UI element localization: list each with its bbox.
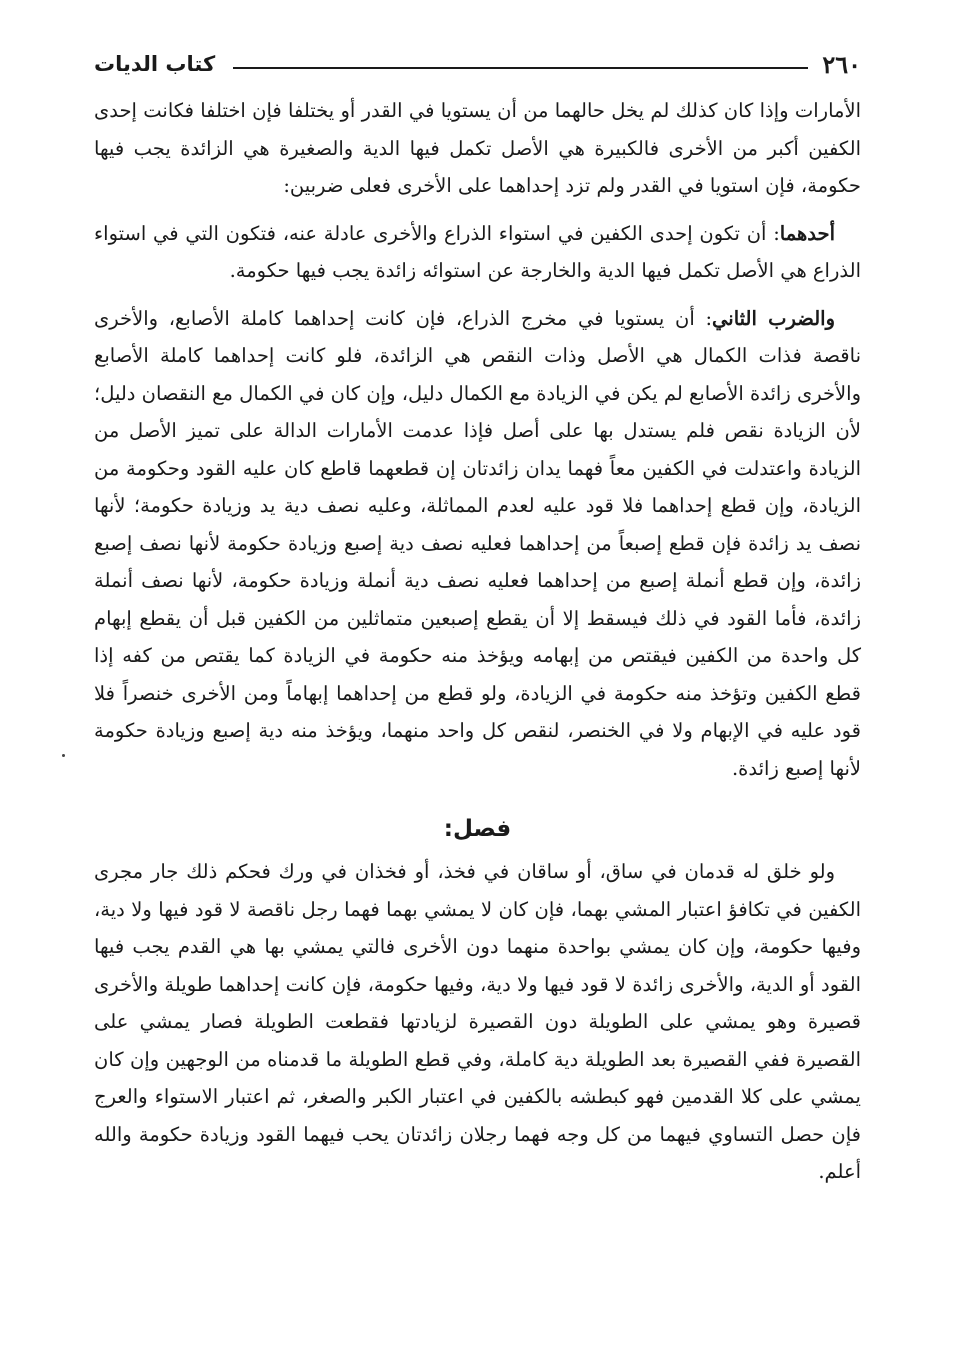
paragraph-2-text: : أن تكون إحدى الكفين في استواء الذراع والأخرى عادلة عنه، فتكون التي في استواء الذراع هي الأصل تكمل فيها الدية والخارجة عن استوائه زائدة يجب فيها حكومة. bbox=[94, 221, 861, 282]
page-header bbox=[94, 44, 861, 84]
paragraph-3-text: : أن يستويا في مخرج الذراع، فإن كانت إحداهما كاملة الأصابع، والأخرى ناقصة فذات الكمال هي الأصل وذات النقص هي الزائدة، فلو كانت إحداهما كاملة الأصابع والأخرى زائدة الأصابع لم يكن في الزيادة مع الكمال دليل، وإن كان في الكمال مع النقصان دليل؛ لأن الزيادة نقص فلم يستدل بها على أصل فإذا عدمت الأمارات الدالة على تميز الأصل من الزيادة واعتدلت في الكفين معاً فهما يدان زائدتان إن قطعهما قاطع كان عليه القود وحكومة من الزيادة، وإن قطع إحداهما فلا قود عليه لعدم المماثلة، وعليه نصف دية يد وزيادة حكومة؛ لأنها نصف يد زائدة فإن قطع إصبعاً من إحداهما فعليه نصف دية إصبع وزيادة حكومة لأنها نصف إصبع زائدة، وإن قطع أنملة إصبع من إحداهما فعليه نصف دية أنملة وزيادة حكومة، لأنها نصف أنملة زائدة، فأما القود في ذلك فيسقط إلا أن يقطع إصبعين متماثلين من الكفين قبل أن يقطع إبهام كل واحدة من الكفين فيقتص من إبهامه ويؤخذ منه حكومة في الزيادة كما يقتص من كفه إذا قطع الكفين وتؤخذ منه حكومة في الزيادة، ولو قطع من إحداهما إبهاماً ومن الأخرى خنصراً فلا قود عليه في الإبهام ولا في الخنصر، لنقص كل واحد منهما، ويؤخذ منه دية إصبع وزيادة حكومة لأنها إصبع زائدة. bbox=[94, 306, 861, 780]
paragraph-3-lead: والضرب الثاني bbox=[712, 306, 835, 330]
paragraph-1: الأمارات وإذا كان كذلك لم يخل حالهما من أن يستويا في القدر أو يختلفا فإن اختلفا فكانت إحدى الكفين أكبر من الأخرى فالكبيرة هي الأصل تكمل فيها الدية والصغيرة هي الزائدة يجب فيها حكومة، فإن استويا في القدر ولم تزد إحداهما على الأخرى فعلى ضربين: bbox=[94, 99, 861, 197]
page-number: ٢٦٠ bbox=[822, 49, 861, 79]
paragraph-4: ولو خلق له قدمان في ساق، أو ساقان في فخذ، أو فخذان في ورك فحكم ذلك جار مجرى الكفين في تكافؤ اعتبار المشي بهما، فإن كان لا يمشي بهما فهما رجل ناقصة لا قود فيها ولا دية، وفيها حكومة، وإن كان يمشي بواحدة منهما دون الأخرى فالتي يمشي بها هي القدم يجب فيها القود أو الدية، والأخرى زائدة لا قود فيها ولا دية، وفيها حكومة، فإن كانت إحداهما طويلة والأخرى قصيرة وهو يمشي على الطويلة دون القصيرة لزيادتها فقطعت الطويلة فصار يمشي على القصيرة ففي القصيرة بعد الطويلة دية كاملة، وفي قطع الطويلة ما قدمناه من الوجهين وإن كان يمشي على كلا القدمين فهو كبطشه بالكفين في اعتبار الكبر والصغر، ثم اعتبار الاستواء والعرج فإن حصل التساوي فيهما من كل وجه فهما رجلان زائدتان يحب فيهما القود وزيادة حكومة والله أعلم. bbox=[94, 860, 861, 1183]
header-rule bbox=[233, 67, 808, 69]
paragraph-2 bbox=[94, 215, 861, 290]
body-text bbox=[94, 92, 861, 1191]
paragraph-3 bbox=[94, 300, 861, 788]
running-title: كتاب الديات bbox=[94, 52, 216, 76]
scan-speck bbox=[62, 754, 65, 757]
paragraph-2-lead: أحدهما bbox=[779, 221, 835, 245]
section-heading: فصل: bbox=[443, 816, 512, 842]
